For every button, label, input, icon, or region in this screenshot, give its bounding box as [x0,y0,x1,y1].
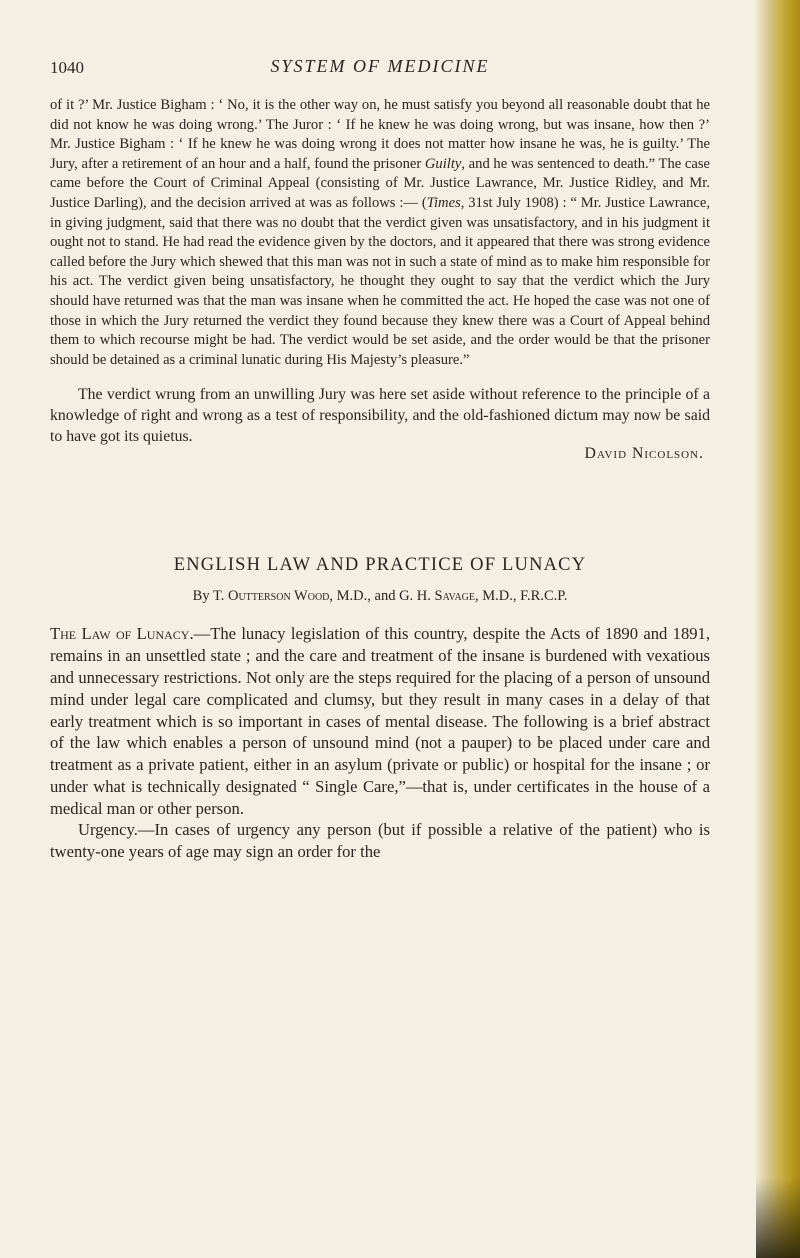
page-number: 1040 [50,58,84,77]
times-citation: Times [426,194,461,211]
section-title: ENGLISH LAW AND PRACTICE OF LUNACY [173,555,587,576]
book-spine-edge [756,0,800,1258]
section-byline: By T. Outterson Wood, M.D., and G. H. Savage, M.D., F.R.C.P. [192,588,568,605]
paragraph-law-of-lunacy: The Law of Lunacy.—The lunacy legislation of this country, despite the Acts of 1890 and 1891, remains in an unsettled state ; and the care and treatment of the insane is burdened with vexatious and unnecessary restrictions. Not only are the steps required for the placing of a person of unsound mind under legal care complicated and clumsy, but they result in many cases in a delay of that early treatment which is so important in cases of mental disease. The following is a brief abstract of the law which enables a person of unsound mind (not a pauper) to be placed under care and treatment as a private patient, either in an asylum (private or public) or hospital for the insane ; or under what is technically designated “ Single Care,”—that is, under certificates in the house of a medical man or other person. [50,624,710,818]
author-signature: David Nicolson. [584,445,704,463]
author-savage: Savage [434,588,476,605]
article-end [50,96,710,463]
book-page [50,52,710,863]
page-header [50,52,710,86]
paragraph-case-report: of it ?’ Mr. Justice Bigham : ‘ No, it is the other way on, he must satisfy you beyond all reasonable doubt that he did not know he was doing wrong.’ The Juror : ‘ If he knew he was doing wrong, but was insane, how then ?’ Mr. Justice Bigham : ‘ If he knew he was doing wrong it does not matter how insane he was, he is guilty.’ The Jury, after a retirement of an hour and a half, found the prisoner Guilty, and he was sentenced to death.” The case came before the Court of Criminal Appeal (consisting of Mr. Justice Lawrance, Mr. Justice Ridley, and Mr. Justice Darling), and the decision arrived at was as follows :— (Times, 31st July 1908) : “ Mr. Justice Lawrance, in giving judgment, said that there was no doubt that the verdict given was unsatisfactory, and in his judgment it ought not to stand. He had read the evidence given by the doctors, and it appeared that there was strong evidence called before the Jury which shewed that this man was not in such a state of mind as to make him responsible for his act. The verdict given being unsatisfactory, he thought they ought to say that the verdict which the Jury should have returned was that the man was insane when he committed the act. He hoped the case was not one of those in which the Jury returned the verdict they found because they knew there was a Court of Appeal behind them to which recourse might be had. The verdict would be set aside, and the order would be that the prisoner should be detained as a criminal lunatic during His Majesty’s pleasure.” [50,97,710,368]
running-head: SYSTEM OF MEDICINE [270,56,490,76]
run-in-heading-urgency: Urgency. [78,820,138,840]
book-spine-shadow [756,1178,800,1258]
author-wood: Outterson Wood [227,588,330,605]
section-body [50,623,710,863]
paragraph-conclusion: The verdict wrung from an unwilling Jury was here set aside without reference to the principle of a knowledge of right and wrong as a test of responsibility, and the old-fashioned dictum may now be said to have got its quietus. [50,386,710,446]
run-in-heading-law: The Law of Lunacy. [50,624,194,644]
paragraph-urgency: Urgency.—In cases of urgency any person (but if possible a relative of the patient) who is twenty-one years of age may sign an order for the [50,820,710,862]
guilty-emphasis: Guilty [424,155,462,172]
